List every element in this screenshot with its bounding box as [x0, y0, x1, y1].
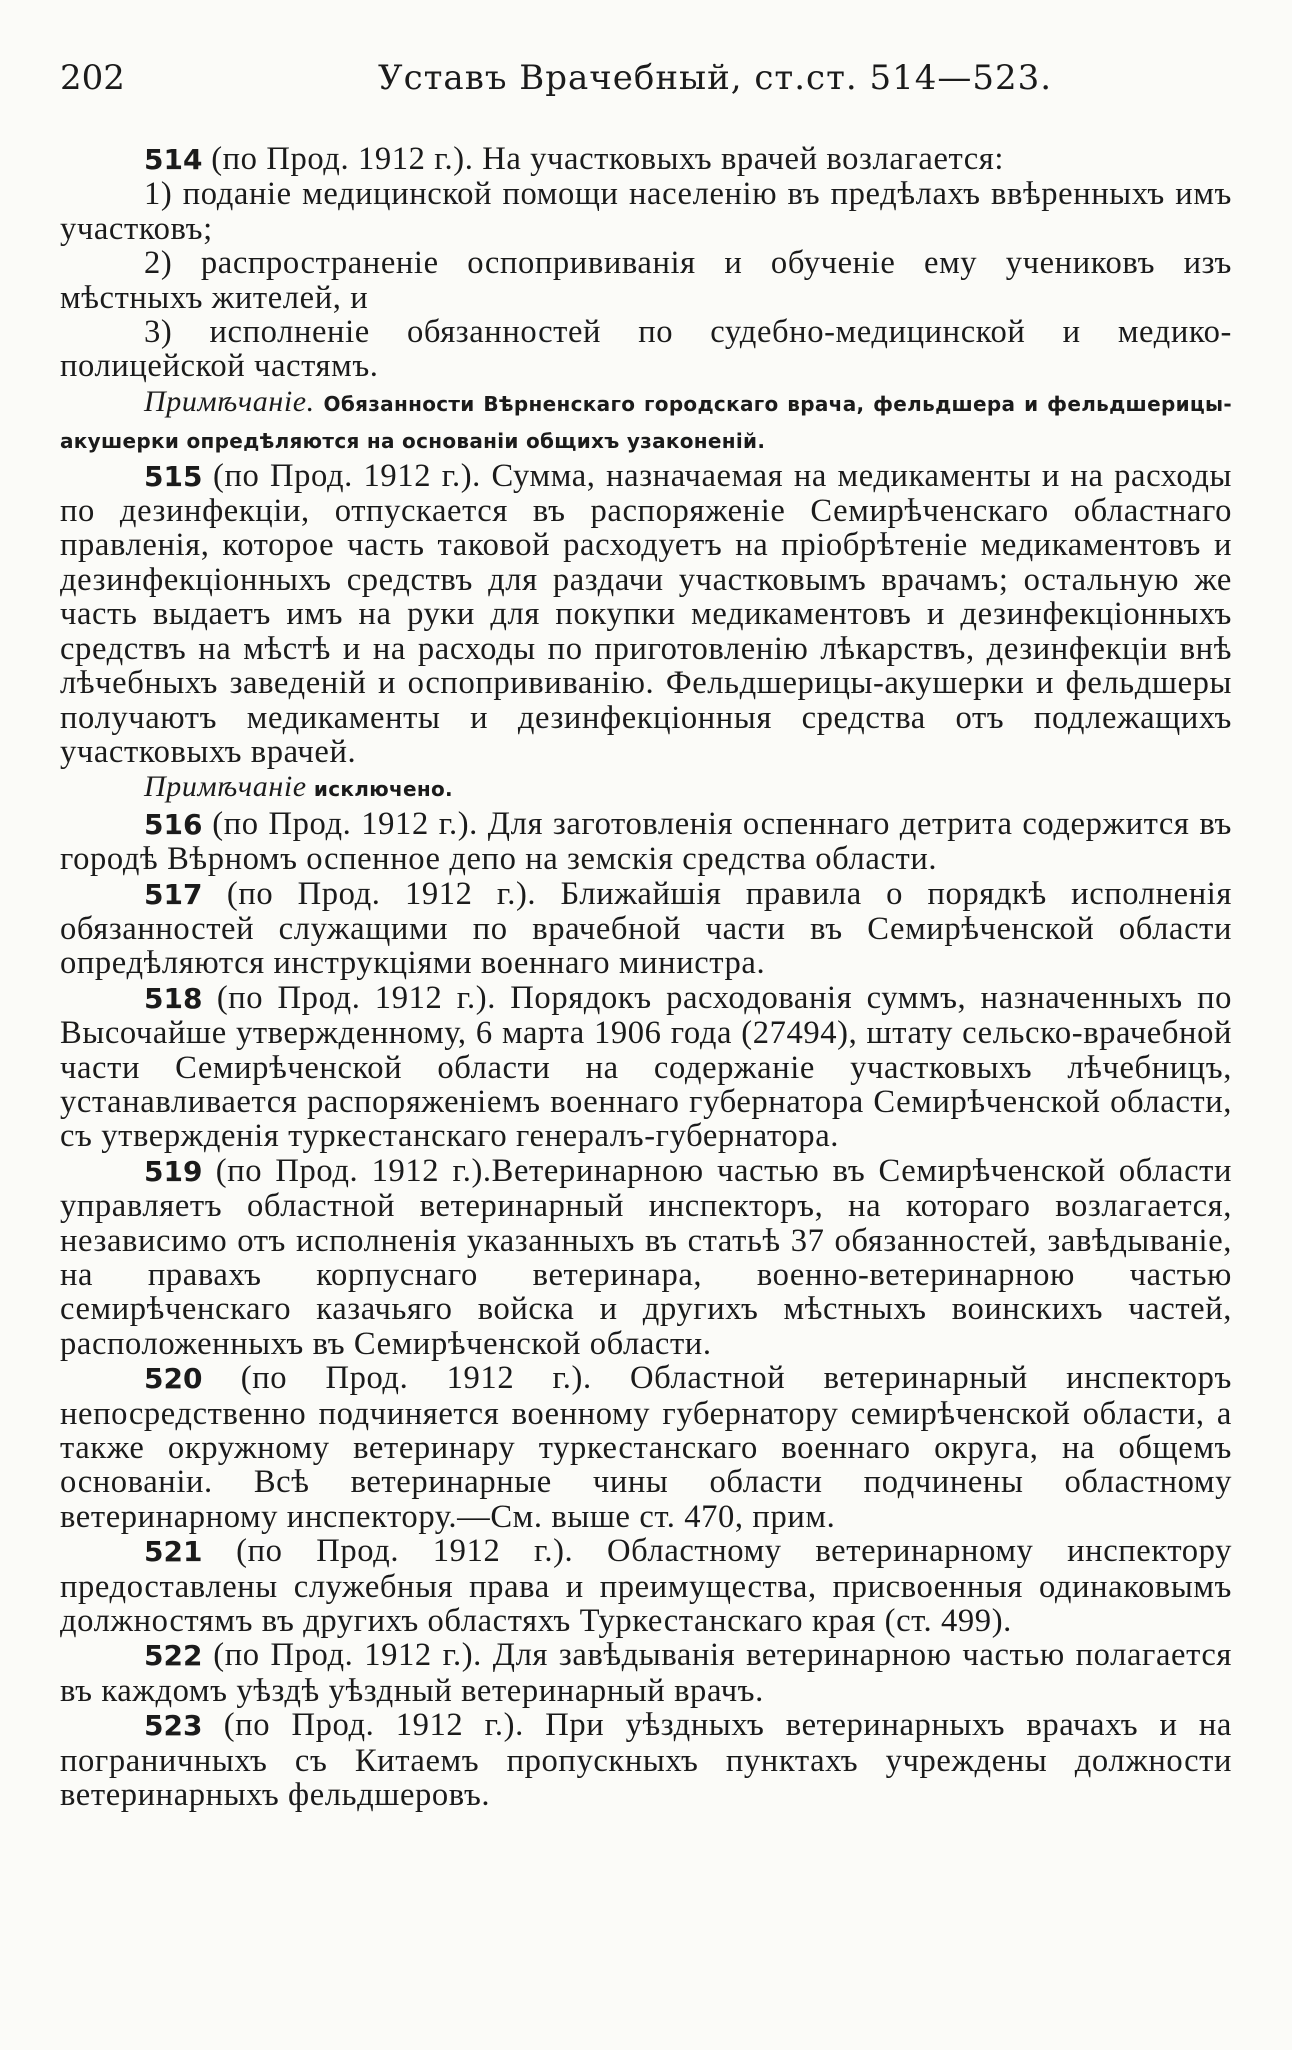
article-517	[60, 877, 1232, 981]
article-text: (по Прод. 1912 г.). При уѣздныхъ ветеринарныхъ врачахъ и на пограничныхъ съ Китаемъ пропускныхъ пунктахъ учреждены должности ветеринарныхъ фельдшеровъ.	[60, 1707, 1232, 1814]
article-519	[60, 1154, 1232, 1361]
article-522	[60, 1638, 1232, 1708]
note-text: исключено.	[306, 777, 453, 802]
page-number: 202	[60, 58, 125, 98]
article-text: (по Прод. 1912 г.). Порядокъ расходованія суммъ, назначенныхъ по Высочайше утвержденному, 6 марта 1906 года (27494), штату сельско-врачебной части Семирѣченской области на содержаніе участковыхъ лѣчебницъ, устанавливается распоряженіемъ военнаго губернатора Семирѣченской области, съ утвержденія туркестанскаго генералъ-губернатора.	[60, 979, 1232, 1155]
article-text: (по Прод. 1912 г.). Областному ветеринарному инспектору предоставлены служебныя права и преимущества, присвоенныя одинаковымъ должностямъ въ другихъ областяхъ Туркестанскаго края (ст. 499).	[60, 1533, 1232, 1640]
article-number: 515	[144, 459, 203, 493]
article-518	[60, 981, 1232, 1154]
article-number: 517	[144, 877, 203, 911]
list-item: 3) исполненіе обязанностей по судебно-медицинской и медико-полицейской частямъ.	[60, 314, 1232, 385]
document-body	[60, 142, 1232, 1813]
note-label: Примѣчаніе.	[144, 384, 315, 418]
article-text: (по Прод. 1912 г.).Ветеринарною частью въ Семирѣченской области управляетъ областной ветеринарный инспекторъ, на котораго возлагается, независимо отъ исполненія указанныхъ въ статьѣ 37 обязанностей, завѣдываніе, на правахъ корпуснаго ветеринара, военно-ветеринарною частью семирѣченскаго казачьяго войска и другихъ мѣстныхъ воинскихъ частей, расположенныхъ въ Семирѣченской области.	[60, 1152, 1232, 1362]
note-text: Обязанности Вѣрненскаго городскаго врача, фельдшера и фельдшерицы-акушерки опредѣляются на основаніи общихъ узаконеній.	[60, 391, 1232, 454]
article-text: (по Прод. 1912 г.). Сумма, назначаемая на медикаменты и на расходы по дезинфекціи, отпускается въ распоряженіе Семирѣченскаго областнаго правленія, которое часть таковой расходуетъ на пріобрѣтеніе медикаментовъ и дезинфекціонныхъ средствъ для раздачи участковымъ врачамъ; остальную же часть выдаетъ имъ на руки для покупки медикаментовъ и дезинфекціонныхъ средствъ на мѣстѣ и на расходы по приготовленію лѣкарствъ, дезинфекціи внѣ лѣчебныхъ заведеній и оспопрививанію. Фельдшерицы-акушерки и фельдшеры получаютъ медикаменты и дезинфекціонныя средства отъ подлежащихъ участковыхъ врачей.	[60, 457, 1232, 770]
article-text: (по Прод. 1912 г.). Для заготовленія оспеннаго детрита содержится въ городѣ Вѣрномъ оспенное депо на земскія средства области.	[60, 805, 1232, 878]
article-number: 522	[144, 1639, 203, 1673]
article-text: (по Прод. 1912 г.). Областной ветеринарный инспекторъ непосредственно подчиняется военному губернатору семирѣченской области, а также окружному ветеринару туркестанскаго военнаго округа, на общемъ основаніи. Всѣ ветеринарные чины области подчинены областному ветеринарному инспектору.—См. выше ст. 470, прим.	[60, 1360, 1232, 1535]
article-521	[60, 1534, 1232, 1638]
article-text: (по Прод. 1912 г.). На участковыхъ врачей возлагается:	[202, 141, 1005, 177]
article-note	[60, 769, 1232, 806]
article-520	[60, 1361, 1232, 1534]
list-item: 1) поданіе медицинской помощи населенію въ предѣлахъ ввѣренныхъ имъ участковъ;	[60, 176, 1232, 247]
running-title: Уставъ Врачебный, ст.ст. 514—523.	[378, 58, 1053, 98]
list-item: 2) распространеніе оспопрививанія и обученіе ему учениковъ изъ мѣстныхъ жителей, и	[60, 245, 1232, 316]
article-514	[60, 142, 1232, 177]
page-header	[60, 58, 1232, 108]
article-number: 514	[144, 143, 203, 176]
article-number: 521	[144, 1535, 203, 1569]
article-number: 519	[144, 1154, 203, 1188]
note-label: Примѣчаніе	[144, 770, 307, 804]
article-515	[60, 459, 1232, 770]
article-text: (по Прод. 1912 г.). Ближайшія правила о порядкѣ исполненія обязанностей служащими по врачебной части въ Семирѣченской области опредѣляются инструкціями военнаго министра.	[60, 875, 1232, 982]
article-note	[60, 384, 1232, 459]
article-number: 520	[144, 1362, 203, 1396]
article-523	[60, 1708, 1232, 1812]
article-516	[60, 807, 1232, 877]
article-text: (по Прод. 1912 г.). Для завѣдыванія ветеринарною частью полагается въ каждомъ уѣздѣ уѣздный ветеринарный врачъ.	[60, 1637, 1232, 1709]
article-number: 518	[144, 981, 203, 1015]
article-number: 523	[144, 1709, 203, 1743]
article-number: 516	[144, 807, 203, 841]
